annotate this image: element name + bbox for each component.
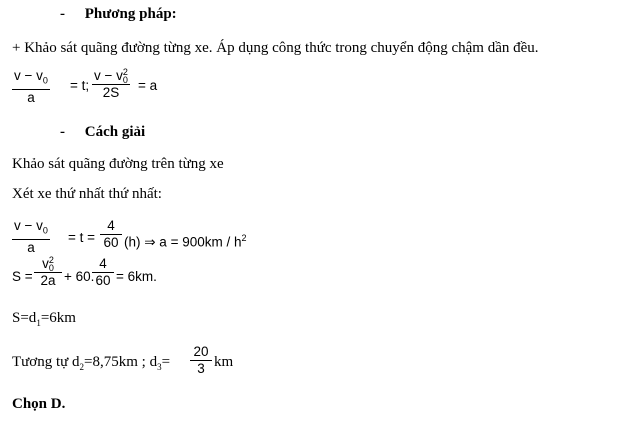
formula-1 xyxy=(12,68,172,112)
formula-3-tail: = 6km. xyxy=(116,269,157,284)
formula-1-eq-2: = a xyxy=(138,78,158,93)
formula-1-frac-1: $\frac{v - v_0}{a}$ xyxy=(14,68,48,105)
formula-2-tail: (h) ⇒ $a = 900km / h^2$ xyxy=(124,233,247,250)
s-equals-line: $S=d_1=6km$ xyxy=(12,310,76,328)
bullet: - xyxy=(60,124,65,140)
formula-3-lead: S = xyxy=(12,269,33,284)
heading-method-text: Phương pháp: xyxy=(84,6,177,22)
survey-line: Khảo sát quãng đường trên từng xe xyxy=(12,156,224,172)
formula-2-frac-1: $\frac{v - v_0}{a}$ xyxy=(14,218,48,255)
formula-3 xyxy=(12,256,212,300)
first-car-line: Xét xe thứ nhất thứ nhất: xyxy=(12,186,162,202)
formula-3-mid: + 60. xyxy=(64,269,95,284)
heading-solution xyxy=(60,124,145,141)
bullet: - xyxy=(60,6,65,22)
formula-3-frac-1: v 2 0 2a xyxy=(34,256,62,289)
formula-1-eq-1: = t; xyxy=(70,78,90,93)
similar-frac: $\frac{20}{3}$ xyxy=(190,344,212,377)
method-line: + Khảo sát quãng đường từng xe. Áp dụng công thức trong chuyển động chậm dần đều. xyxy=(12,40,539,56)
heading-solution-text: Cách giải xyxy=(84,124,146,140)
formula-3-frac-2: $\frac{4}{60}$ xyxy=(92,256,114,289)
similar-line: Tương tự $d_2=8,75km$ ; $d_3=$ $\frac{20}{3}$ km xyxy=(12,344,234,376)
formula-1-frac-2: v − v 2 0 2S xyxy=(94,67,128,101)
formula-2-frac-2: $\frac{4}{60}$ xyxy=(100,218,122,251)
heading-method xyxy=(60,6,177,23)
similar-unit: km xyxy=(214,354,234,370)
formula-2-mid: = t = xyxy=(68,230,96,245)
answer-line: Chọn D. xyxy=(12,396,66,412)
